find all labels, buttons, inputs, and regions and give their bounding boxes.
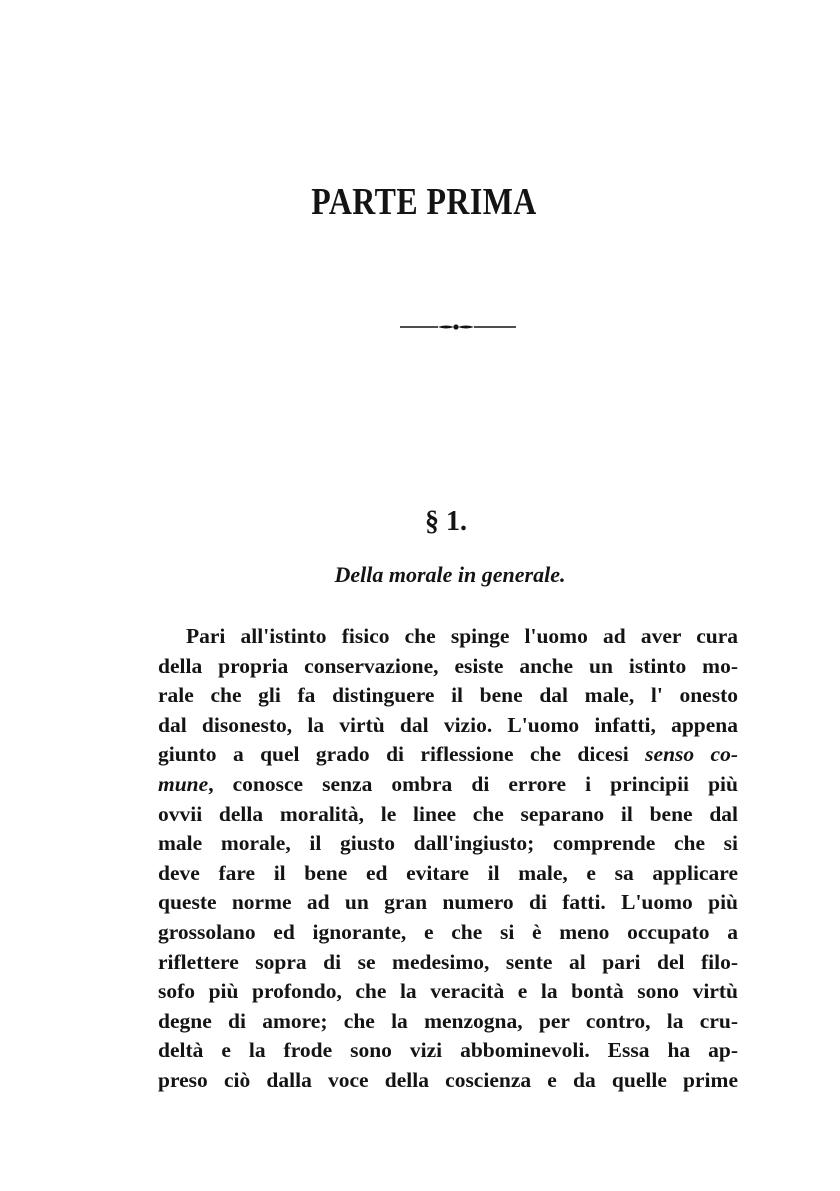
text-line: della propria conservazione, esiste anche un istinto mo-: [158, 653, 738, 678]
text-line: deltà e la frode sono vizi abbominevoli. Essa ha ap-: [158, 1038, 738, 1063]
text-line: sofo più profondo, che la veracità e la bontà sono virtù: [158, 979, 738, 1004]
text-line: ovvii della moralità, le linee che separano il bene dal: [158, 801, 738, 826]
ornament-divider: [398, 320, 518, 334]
section-title: [0, 562, 840, 588]
text-line: male morale, il giusto dall'ingiusto; comprende che si: [158, 831, 738, 856]
section-title-text: Della morale in generale.: [334, 562, 566, 587]
text-line: Pari all'istinto fisico che spinge l'uomo ad aver cura: [186, 624, 738, 648]
text-line: dal disonesto, la virtù dal vizio. L'uomo infatti, appena: [158, 712, 738, 737]
body-paragraph: [158, 622, 738, 1096]
text-line: grossolano ed ignorante, e che si è meno occupato a: [158, 919, 738, 944]
text-line: rale che gli fa distinguere il bene dal male, l' onesto: [158, 683, 738, 708]
part-title: PARTE PRIMA: [311, 181, 537, 223]
text-line: [158, 770, 738, 800]
italic-term: mune: [158, 771, 209, 796]
text-line: deve fare il bene ed evitare il male, e sa applicare: [158, 860, 738, 885]
section-number-text: § 1.: [425, 506, 467, 537]
text-line: degne di amore; che la menzogna, per contro, la cru-: [158, 1008, 738, 1033]
text-fragment: giunto a quel grado di riflessione che dicesi: [158, 742, 629, 767]
text-line: [158, 740, 738, 770]
section-number: [0, 506, 840, 538]
text-line: riflettere sopra di se medesimo, sente al pari del filo-: [158, 949, 738, 974]
text-fragment: , conosce senza ombra di errore i principii più: [208, 771, 738, 796]
italic-term: senso co-: [645, 742, 739, 767]
text-line: queste norme ad un gran numero di fatti. L'uomo più: [158, 890, 738, 915]
text-line: preso ciò dalla voce della coscienza e da quelle prime: [158, 1067, 738, 1092]
